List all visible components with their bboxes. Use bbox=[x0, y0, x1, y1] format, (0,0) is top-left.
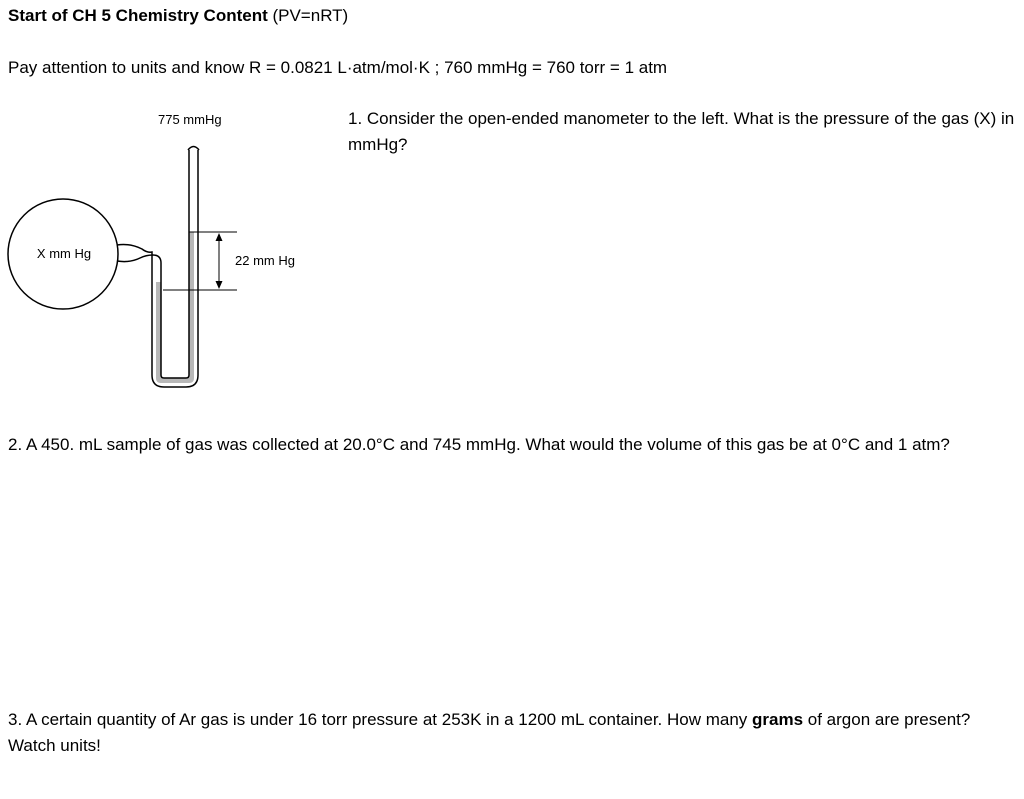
question-1: 1. Consider the open-ended manometer to the left. What is the pressure of the gas (X) in mmHg? bbox=[348, 109, 1015, 154]
page-title bbox=[8, 6, 348, 26]
tube-open-end bbox=[188, 147, 199, 151]
page-title-rest: (PV=nRT) bbox=[267, 6, 349, 25]
height-arrow-bottom bbox=[216, 281, 223, 289]
gas-pressure-label: X mm Hg bbox=[36, 246, 92, 261]
units-note: Pay attention to units and know R = 0.0821 L·atm/mol·K ; 760 mmHg = 760 torr = 1 atm bbox=[8, 58, 668, 77]
question-3 bbox=[8, 707, 1013, 759]
question-3-text-end: of argon are present? Watch units! bbox=[8, 710, 971, 755]
question-2: 2. A 450. mL sample of gas was collected at 20.0°C and 745 mmHg. What would the volume of this gas be at 0°C and 1 atm? bbox=[8, 435, 950, 454]
height-arrow-top bbox=[216, 233, 223, 241]
height-difference-label: 22 mm Hg bbox=[235, 253, 295, 268]
tube-inner-wall bbox=[117, 150, 189, 378]
page-title-bold: Start of CH 5 Chemistry Content bbox=[8, 6, 268, 25]
question-3-emphasis: grams bbox=[752, 710, 804, 729]
manometer-diagram bbox=[0, 100, 340, 400]
manometer-svg bbox=[0, 100, 340, 400]
question-3-text-start: 3. A certain quantity of Ar gas is under 16 torr pressure at 253K in a 1200 mL container. How many bbox=[8, 710, 753, 729]
atmospheric-pressure-label: 775 mmHg bbox=[158, 112, 222, 127]
